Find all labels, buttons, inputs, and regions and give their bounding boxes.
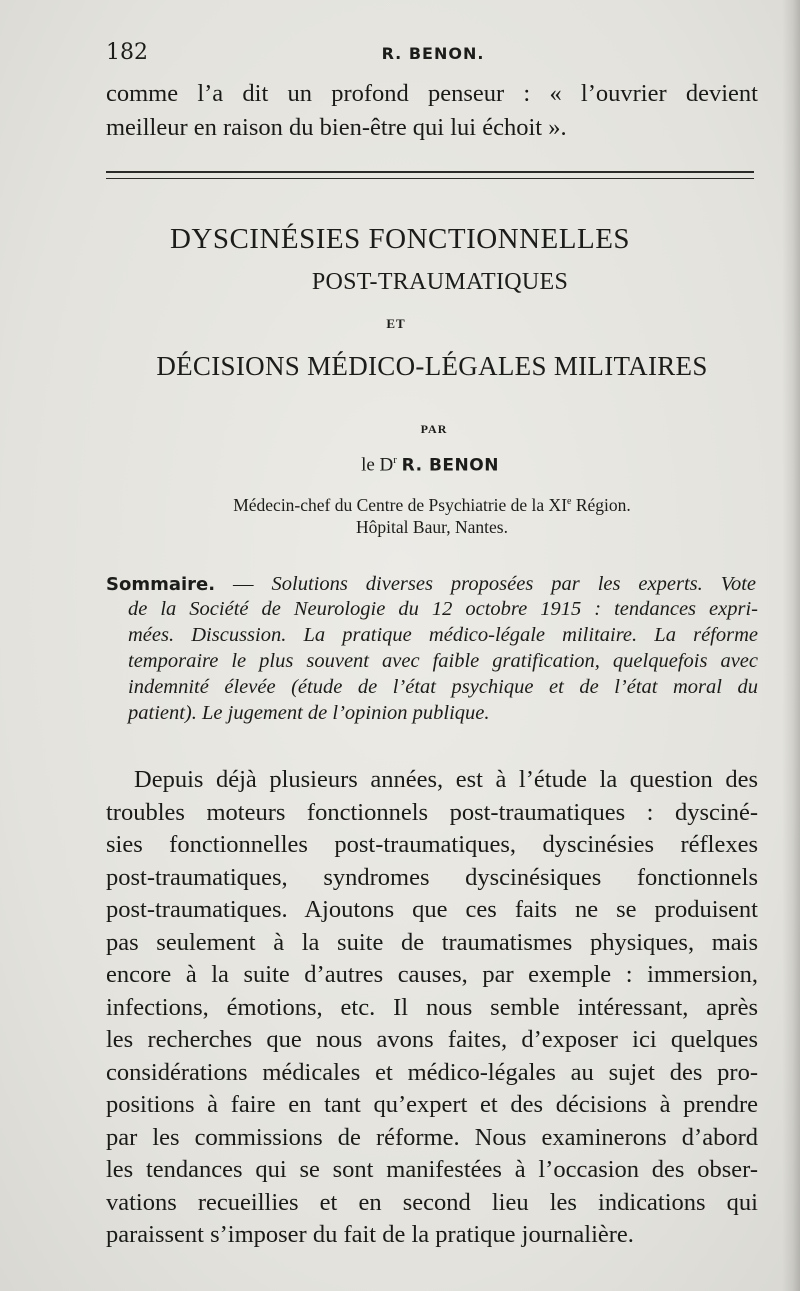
text-line: comme l’a dit un profond penseur : « l’ouvrier devient (106, 80, 758, 107)
summary-line (106, 572, 756, 598)
text-line: Depuis déjà plusieurs années, est à l’étude la question des (134, 766, 758, 793)
summary-line: mées. Discussion. La pratique médico-légale militaire. La réforme (128, 624, 758, 646)
author-prefix-sup: r (393, 454, 397, 466)
summary-dash: — (215, 573, 272, 595)
author-name: R. BENON (401, 455, 499, 476)
author-prefix: le D (361, 454, 394, 476)
text-line: paraissent s’imposer du fait de la pratique journalière. (106, 1221, 634, 1248)
text-line: les tendances qui se sont manifestées à l’occasion des obser- (106, 1156, 758, 1183)
text-line: encore à la suite d’autres causes, par exemple : immersion, (106, 961, 758, 988)
section-rule (106, 178, 754, 179)
text-line: par les commissions de réforme. Nous examinerons d’abord (106, 1124, 758, 1151)
author-line (30, 454, 800, 476)
affiliation-sup: e (567, 496, 572, 508)
affiliation-text-end: Région. (571, 495, 631, 515)
text-line: positions à faire en tant qu’expert et des décisions à prendre (106, 1091, 758, 1118)
byline-par: PAR (420, 422, 448, 436)
text-line: post-traumatiques. Ajoutons que ces faits ne se produisent (106, 896, 758, 923)
summary-line: de la Société de Neurologie du 12 octobre 1915 : tendances expri- (128, 598, 758, 620)
title-conjunction: ET (386, 316, 406, 331)
text-line: meilleur en raison du bien-être qui lui échoit ». (106, 114, 567, 141)
book-gutter-shadow (782, 0, 800, 1291)
text-line: vations recueillies et en second lieu les indications qui (106, 1189, 758, 1216)
text-line: considérations médicales et médico-légales au sujet des pro- (106, 1059, 758, 1086)
summary-line: patient). Le jugement de l’opinion publique. (128, 702, 490, 724)
summary-text: Solutions diverses proposées par les experts. Vote (271, 573, 756, 595)
affiliation-text: Médecin-chef du Centre de Psychiatrie de la XI (233, 495, 568, 515)
article-title-line2: POST-TRAUMATIQUES (311, 269, 569, 295)
summary-label: Sommaire. (106, 574, 216, 595)
text-line: post-traumatiques, syndromes dyscinésiques fonctionnels (106, 864, 758, 891)
text-line: infections, émotions, etc. Il nous semble intéressant, après (106, 994, 758, 1021)
summary-line: temporaire le plus souvent avec faible gratification, quelquefois avec (128, 650, 758, 672)
article-title-line3: DÉCISIONS MÉDICO-LÉGALES MILITAIRES (156, 351, 708, 381)
text-line: les recherches que nous avons faites, d’exposer ici quelques (106, 1026, 758, 1053)
text-line: troubles moteurs fonctionnels post-traumatiques : dysciné- (106, 799, 758, 826)
text-line: sies fonctionnelles post-traumatiques, dyscinésies réflexes (106, 831, 758, 858)
running-head: R. BENON. (381, 44, 485, 63)
summary-line: indemnité élevée (étude de l’état psychique et de l’état moral du (128, 676, 758, 698)
affiliation-line2: Hôpital Baur, Nantes. (356, 517, 508, 537)
page-number: 182 (106, 40, 148, 65)
article-title-line1: DYSCINÉSIES FONCTIONNELLES (169, 223, 631, 255)
page-header (106, 40, 760, 70)
section-rule (106, 171, 754, 173)
text-line: pas seulement à la suite de traumatismes physiques, mais (106, 929, 758, 956)
affiliation-line1 (32, 495, 800, 516)
